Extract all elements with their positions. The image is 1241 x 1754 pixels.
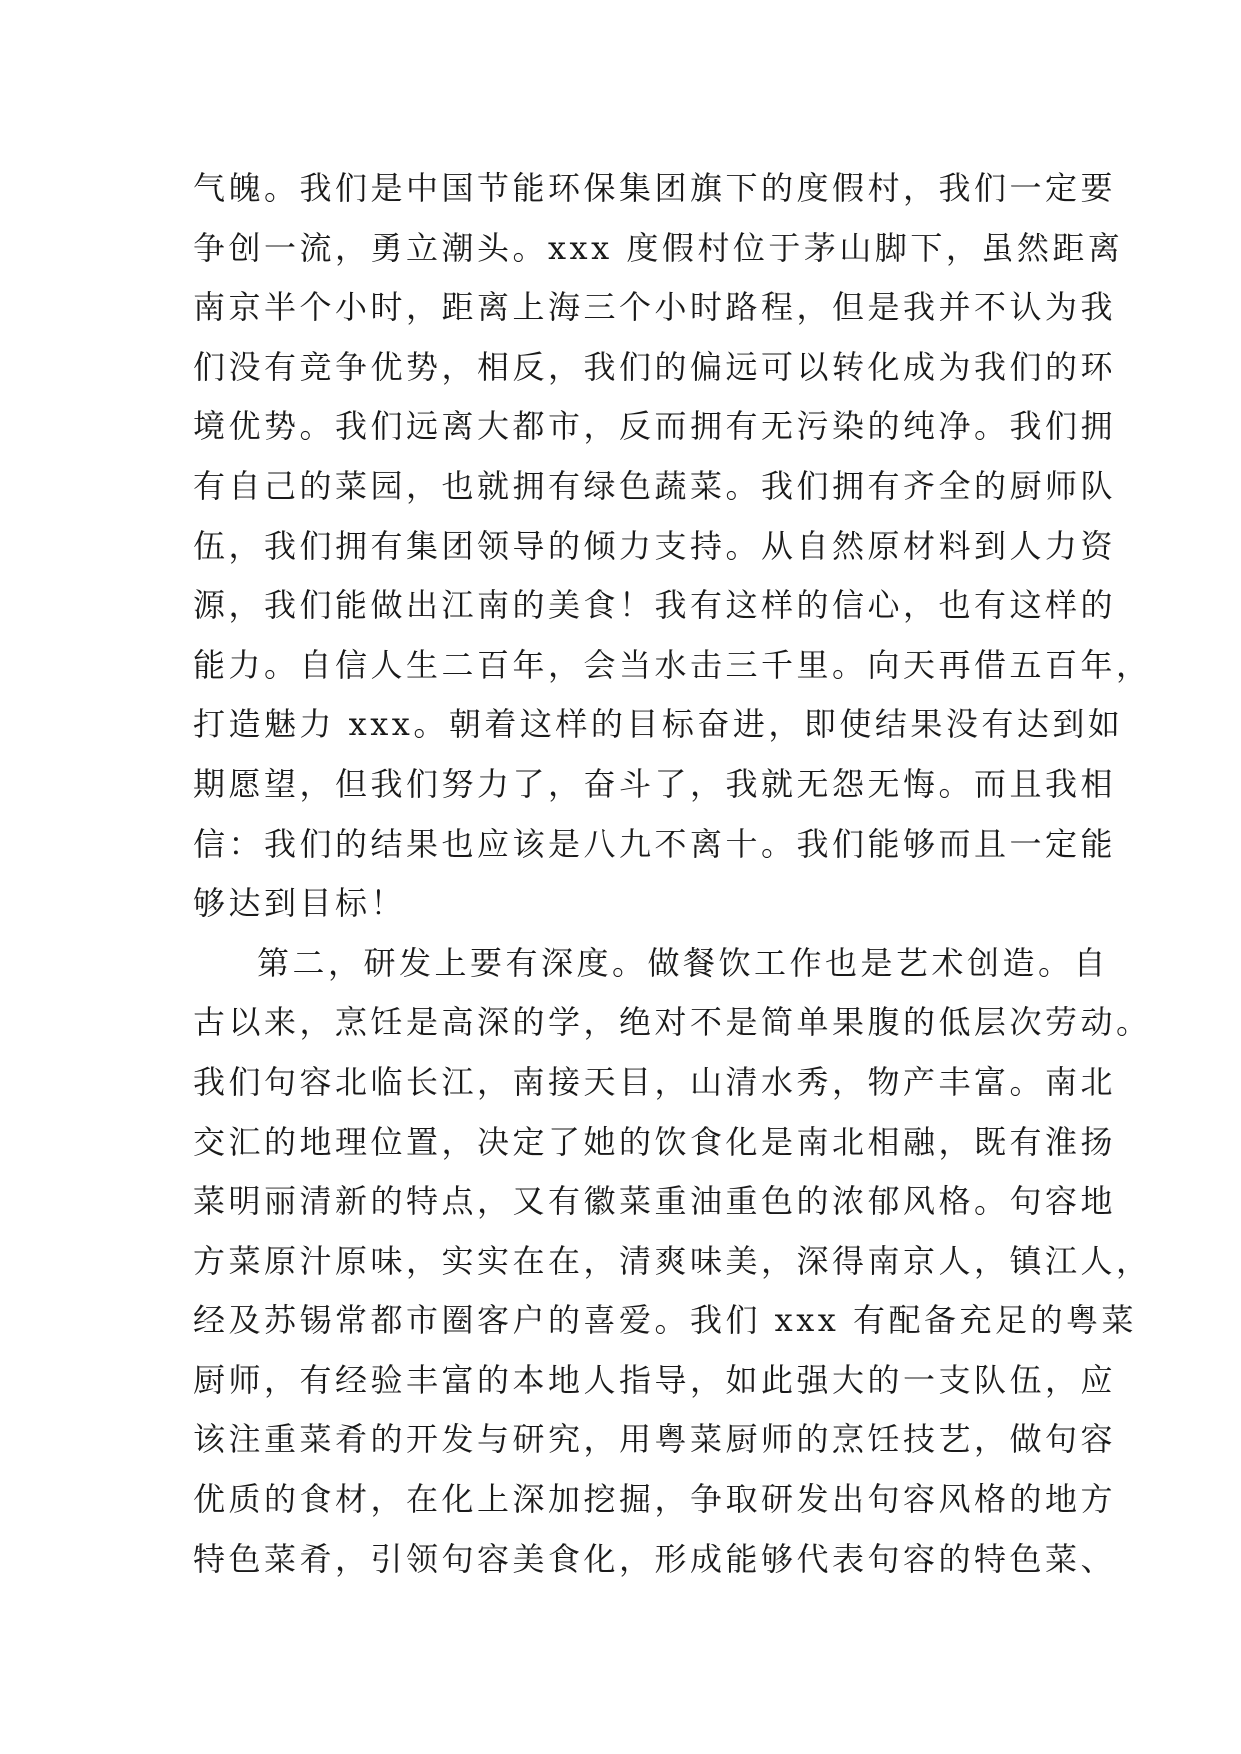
text-line: 经及苏锡常都市圈客户的喜爱。我们 xxx 有配备充足的粤菜 bbox=[193, 1301, 1137, 1340]
text-line: 古以来，烹饪是高深的学，绝对不是简单果腹的低层次劳动。 bbox=[193, 1003, 1152, 1042]
text-line: 特色菜肴，引领句容美食化，形成能够代表句容的特色菜、 bbox=[193, 1539, 1117, 1578]
text-line: 争创一流，勇立潮头。xxx 度假村位于茅山脚下，虽然距离 bbox=[193, 228, 1124, 267]
text-line: 期愿望，但我们努力了，奋斗了，我就无怨无悔。而且我相 bbox=[193, 764, 1117, 803]
text-line: 交汇的地理位置，决定了她的饮食化是南北相融，既有淮扬 bbox=[193, 1122, 1117, 1161]
text-line: 伍，我们拥有集团领导的倾力支持。从自然原材料到人力资 bbox=[193, 526, 1117, 565]
text-line: 打造魅力 xxx。朝着这样的目标奋进，即使结果没有达到如 bbox=[193, 705, 1124, 744]
text-line: 们没有竞争优势，相反，我们的偏远可以转化成为我们的环 bbox=[193, 347, 1117, 386]
text-line: 菜明丽清新的特点，又有徽菜重油重色的浓郁风格。句容地 bbox=[193, 1182, 1117, 1221]
text-line: 该注重菜肴的开发与研究，用粤菜厨师的烹饪技艺，做句容 bbox=[193, 1420, 1117, 1459]
text-line: 我们句容北临长江，南接天目，山清水秀，物产丰富。南北 bbox=[193, 1062, 1117, 1101]
text-line: 信：我们的结果也应该是八九不离十。我们能够而且一定能 bbox=[193, 824, 1117, 863]
text-line: 有自己的菜园，也就拥有绿色蔬菜。我们拥有齐全的厨师队 bbox=[193, 466, 1117, 505]
paragraph-2 bbox=[193, 934, 1152, 1590]
text-line: 能力。自信人生二百年，会当水击三千里。向天再借五百年， bbox=[193, 645, 1152, 684]
text-line: 南京半个小时，距离上海三个小时路程，但是我并不认为我 bbox=[193, 288, 1117, 327]
text-line: 气魄。我们是中国节能环保集团旗下的度假村，我们一定要 bbox=[193, 169, 1117, 207]
paragraph-1 bbox=[193, 159, 1152, 934]
text-line: 第二，研发上要有深度。做餐饮工作也是艺术创造。自 bbox=[257, 943, 1110, 982]
text-line: 够达到目标！ bbox=[193, 884, 407, 923]
text-line: 优质的食材，在化上深加挖掘，争取研发出句容风格的地方 bbox=[193, 1480, 1117, 1519]
body-text bbox=[193, 159, 1152, 1589]
text-line: 方菜原汁原味，实实在在，清爽味美，深得南京人，镇江人， bbox=[193, 1241, 1152, 1280]
text-line: 厨师，有经验丰富的本地人指导，如此强大的一支队伍，应 bbox=[193, 1360, 1117, 1399]
text-line: 境优势。我们远离大都市，反而拥有无污染的纯净。我们拥 bbox=[193, 407, 1117, 446]
text-line: 源，我们能做出江南的美食！我有这样的信心，也有这样的 bbox=[193, 586, 1117, 625]
